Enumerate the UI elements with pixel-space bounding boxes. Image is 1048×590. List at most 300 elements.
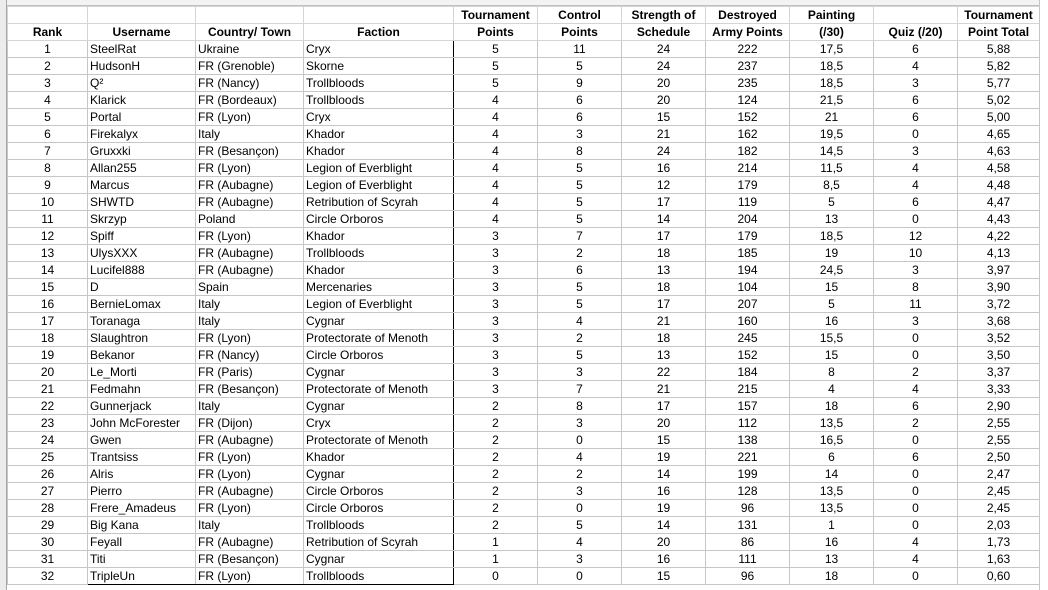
cell-control-points[interactable]: 6 — [538, 109, 622, 126]
cell-strength-of-schedule[interactable]: 14 — [622, 517, 706, 534]
cell-painting[interactable]: 13,5 — [790, 483, 874, 500]
cell-rank[interactable]: 20 — [8, 364, 88, 381]
cell-tournament-point-total[interactable]: 3,52 — [958, 330, 1040, 347]
cell-tournament-points[interactable]: 3 — [454, 296, 538, 313]
cell-quiz[interactable]: 0 — [874, 330, 958, 347]
cell-tournament-points[interactable]: 2 — [454, 466, 538, 483]
cell-painting[interactable]: 11,5 — [790, 160, 874, 177]
cell-destroyed-army-points[interactable]: 162 — [706, 126, 790, 143]
cell-country-town[interactable]: Poland — [196, 211, 304, 228]
cell-country-town[interactable]: Italy — [196, 126, 304, 143]
cell-painting[interactable]: 5 — [790, 194, 874, 211]
cell-faction[interactable]: Circle Orboros — [304, 211, 454, 228]
cell-rank[interactable]: 14 — [8, 262, 88, 279]
cell-control-points[interactable]: 7 — [538, 228, 622, 245]
cell-painting[interactable]: 14,5 — [790, 143, 874, 160]
header-faction[interactable]: Faction — [304, 24, 454, 41]
cell-control-points[interactable]: 5 — [538, 517, 622, 534]
cell-faction[interactable]: Cygnar — [304, 364, 454, 381]
header-country-town[interactable]: Country/ Town — [196, 24, 304, 41]
header-control-points-line1[interactable]: Control — [538, 7, 622, 24]
cell-country-town[interactable]: FR (Dijon) — [196, 415, 304, 432]
cell-tournament-points[interactable]: 4 — [454, 143, 538, 160]
cell-control-points[interactable]: 3 — [538, 483, 622, 500]
cell-quiz[interactable]: 4 — [874, 534, 958, 551]
cell-painting[interactable]: 5 — [790, 296, 874, 313]
cell-tournament-points[interactable]: 3 — [454, 330, 538, 347]
cell-tournament-points[interactable]: 4 — [454, 177, 538, 194]
cell-control-points[interactable]: 5 — [538, 177, 622, 194]
cell-painting[interactable]: 16 — [790, 534, 874, 551]
cell-username[interactable]: Marcus — [88, 177, 196, 194]
cell-painting[interactable]: 21,5 — [790, 92, 874, 109]
cell-destroyed-army-points[interactable]: 86 — [706, 534, 790, 551]
cell-strength-of-schedule[interactable]: 19 — [622, 449, 706, 466]
cell-painting[interactable]: 18,5 — [790, 75, 874, 92]
cell-rank[interactable]: 26 — [8, 466, 88, 483]
cell-rank[interactable]: 13 — [8, 245, 88, 262]
cell-destroyed-army-points[interactable]: 96 — [706, 500, 790, 517]
cell-control-points[interactable]: 2 — [538, 330, 622, 347]
cell-quiz[interactable]: 4 — [874, 160, 958, 177]
cell-tournament-point-total[interactable]: 2,03 — [958, 517, 1040, 534]
cell-rank[interactable]: 24 — [8, 432, 88, 449]
cell-painting[interactable]: 8 — [790, 364, 874, 381]
cell-username[interactable]: John McForester — [88, 415, 196, 432]
cell-faction[interactable]: Cygnar — [304, 398, 454, 415]
cell-rank[interactable]: 19 — [8, 347, 88, 364]
cell-destroyed-army-points[interactable]: 245 — [706, 330, 790, 347]
cell-username[interactable]: Lucifel888 — [88, 262, 196, 279]
cell-faction[interactable]: Legion of Everblight — [304, 177, 454, 194]
cell-username[interactable]: Portal — [88, 109, 196, 126]
cell-control-points[interactable]: 6 — [538, 262, 622, 279]
cell-quiz[interactable]: 0 — [874, 517, 958, 534]
cell-rank[interactable]: 27 — [8, 483, 88, 500]
cell-country-town[interactable]: FR (Lyon) — [196, 330, 304, 347]
cell-rank[interactable]: 16 — [8, 296, 88, 313]
cell-quiz[interactable]: 0 — [874, 126, 958, 143]
cell-country-town[interactable]: FR (Aubagne) — [196, 483, 304, 500]
cell-control-points[interactable]: 6 — [538, 92, 622, 109]
cell-faction[interactable]: Cryx — [304, 41, 454, 58]
cell-painting[interactable]: 17,5 — [790, 41, 874, 58]
cell-faction[interactable]: Trollbloods — [304, 75, 454, 92]
cell-painting[interactable]: 4 — [790, 381, 874, 398]
cell-username[interactable]: Q² — [88, 75, 196, 92]
cell-destroyed-army-points[interactable]: 222 — [706, 41, 790, 58]
cell-destroyed-army-points[interactable]: 104 — [706, 279, 790, 296]
cell-tournament-point-total[interactable]: 5,88 — [958, 41, 1040, 58]
cell-faction[interactable]: Khador — [304, 449, 454, 466]
cell-tournament-point-total[interactable]: 4,13 — [958, 245, 1040, 262]
cell-country-town[interactable]: FR (Nancy) — [196, 347, 304, 364]
cell-quiz[interactable]: 3 — [874, 262, 958, 279]
header-destroyed-army-points-line1[interactable]: Destroyed — [706, 7, 790, 24]
cell-tournament-points[interactable]: 1 — [454, 551, 538, 568]
cell-rank[interactable]: 5 — [8, 109, 88, 126]
cell-painting[interactable]: 18,5 — [790, 228, 874, 245]
cell-country-town[interactable]: FR (Lyon) — [196, 466, 304, 483]
cell-rank[interactable]: 10 — [8, 194, 88, 211]
cell-tournament-point-total[interactable]: 4,65 — [958, 126, 1040, 143]
cell-destroyed-army-points[interactable]: 111 — [706, 551, 790, 568]
cell-rank[interactable]: 31 — [8, 551, 88, 568]
cell-control-points[interactable]: 8 — [538, 143, 622, 160]
cell-control-points[interactable]: 4 — [538, 534, 622, 551]
cell-strength-of-schedule[interactable]: 15 — [622, 109, 706, 126]
header-country-town-line1[interactable] — [196, 7, 304, 24]
cell-tournament-points[interactable]: 3 — [454, 228, 538, 245]
cell-tournament-point-total[interactable]: 2,55 — [958, 432, 1040, 449]
cell-control-points[interactable]: 11 — [538, 41, 622, 58]
cell-strength-of-schedule[interactable]: 20 — [622, 415, 706, 432]
cell-destroyed-army-points[interactable]: 152 — [706, 109, 790, 126]
cell-destroyed-army-points[interactable]: 215 — [706, 381, 790, 398]
cell-strength-of-schedule[interactable]: 16 — [622, 160, 706, 177]
cell-destroyed-army-points[interactable]: 179 — [706, 228, 790, 245]
cell-painting[interactable]: 13 — [790, 211, 874, 228]
cell-control-points[interactable]: 0 — [538, 432, 622, 449]
cell-painting[interactable]: 8,5 — [790, 177, 874, 194]
cell-faction[interactable]: Khador — [304, 262, 454, 279]
cell-username[interactable]: Allan255 — [88, 160, 196, 177]
cell-strength-of-schedule[interactable]: 17 — [622, 398, 706, 415]
cell-quiz[interactable]: 12 — [874, 228, 958, 245]
cell-tournament-point-total[interactable]: 5,77 — [958, 75, 1040, 92]
cell-username[interactable]: SHWTD — [88, 194, 196, 211]
cell-tournament-points[interactable]: 5 — [454, 75, 538, 92]
cell-strength-of-schedule[interactable]: 20 — [622, 534, 706, 551]
cell-username[interactable]: Gruxxki — [88, 143, 196, 160]
cell-tournament-points[interactable]: 3 — [454, 279, 538, 296]
cell-painting[interactable]: 19 — [790, 245, 874, 262]
header-tournament-point-total[interactable]: Point Total — [958, 24, 1040, 41]
cell-strength-of-schedule[interactable]: 20 — [622, 92, 706, 109]
cell-country-town[interactable]: FR (Aubagne) — [196, 177, 304, 194]
cell-quiz[interactable]: 0 — [874, 211, 958, 228]
cell-control-points[interactable]: 2 — [538, 466, 622, 483]
cell-destroyed-army-points[interactable]: 131 — [706, 517, 790, 534]
cell-destroyed-army-points[interactable]: 112 — [706, 415, 790, 432]
cell-painting[interactable]: 13 — [790, 551, 874, 568]
cell-tournament-point-total[interactable]: 4,63 — [958, 143, 1040, 160]
header-strength-of-schedule[interactable]: Schedule — [622, 24, 706, 41]
cell-painting[interactable]: 6 — [790, 449, 874, 466]
cell-tournament-point-total[interactable]: 3,97 — [958, 262, 1040, 279]
cell-painting[interactable]: 16 — [790, 313, 874, 330]
cell-strength-of-schedule[interactable]: 18 — [622, 279, 706, 296]
cell-tournament-points[interactable]: 3 — [454, 262, 538, 279]
cell-quiz[interactable]: 0 — [874, 500, 958, 517]
cell-country-town[interactable]: FR (Aubagne) — [196, 245, 304, 262]
cell-destroyed-army-points[interactable]: 182 — [706, 143, 790, 160]
cell-control-points[interactable]: 4 — [538, 449, 622, 466]
cell-faction[interactable]: Skorne — [304, 58, 454, 75]
cell-tournament-point-total[interactable]: 2,45 — [958, 483, 1040, 500]
cell-tournament-point-total[interactable]: 2,45 — [958, 500, 1040, 517]
cell-rank[interactable]: 32 — [8, 568, 88, 585]
cell-username[interactable]: Feyall — [88, 534, 196, 551]
cell-tournament-points[interactable]: 4 — [454, 160, 538, 177]
cell-painting[interactable]: 18 — [790, 568, 874, 585]
cell-rank[interactable]: 1 — [8, 41, 88, 58]
cell-strength-of-schedule[interactable]: 20 — [622, 75, 706, 92]
cell-rank[interactable]: 15 — [8, 279, 88, 296]
cell-country-town[interactable]: FR (Aubagne) — [196, 534, 304, 551]
header-quiz[interactable]: Quiz (/20) — [874, 24, 958, 41]
cell-painting[interactable]: 18,5 — [790, 58, 874, 75]
header-control-points[interactable]: Points — [538, 24, 622, 41]
cell-painting[interactable]: 18 — [790, 398, 874, 415]
cell-destroyed-army-points[interactable]: 160 — [706, 313, 790, 330]
cell-username[interactable]: D — [88, 279, 196, 296]
cell-rank[interactable]: 8 — [8, 160, 88, 177]
cell-username[interactable]: Pierro — [88, 483, 196, 500]
cell-quiz[interactable]: 3 — [874, 313, 958, 330]
cell-strength-of-schedule[interactable]: 12 — [622, 177, 706, 194]
cell-tournament-points[interactable]: 4 — [454, 109, 538, 126]
header-quiz-line1[interactable] — [874, 7, 958, 24]
cell-painting[interactable]: 19,5 — [790, 126, 874, 143]
cell-strength-of-schedule[interactable]: 17 — [622, 296, 706, 313]
cell-destroyed-army-points[interactable]: 138 — [706, 432, 790, 449]
cell-strength-of-schedule[interactable]: 21 — [622, 126, 706, 143]
cell-destroyed-army-points[interactable]: 194 — [706, 262, 790, 279]
header-tournament-point-total-line1[interactable]: Tournament — [958, 7, 1040, 24]
cell-tournament-points[interactable]: 3 — [454, 245, 538, 262]
header-rank-line1[interactable] — [8, 7, 88, 24]
cell-destroyed-army-points[interactable]: 119 — [706, 194, 790, 211]
cell-tournament-point-total[interactable]: 4,22 — [958, 228, 1040, 245]
cell-control-points[interactable]: 5 — [538, 211, 622, 228]
cell-username[interactable]: Frere_Amadeus — [88, 500, 196, 517]
cell-quiz[interactable]: 4 — [874, 551, 958, 568]
cell-tournament-point-total[interactable]: 4,43 — [958, 211, 1040, 228]
cell-control-points[interactable]: 0 — [538, 500, 622, 517]
cell-rank[interactable]: 17 — [8, 313, 88, 330]
cell-quiz[interactable]: 6 — [874, 41, 958, 58]
cell-tournament-point-total[interactable]: 1,63 — [958, 551, 1040, 568]
cell-control-points[interactable]: 5 — [538, 160, 622, 177]
cell-rank[interactable]: 6 — [8, 126, 88, 143]
cell-username[interactable]: HudsonH — [88, 58, 196, 75]
cell-destroyed-army-points[interactable]: 179 — [706, 177, 790, 194]
cell-rank[interactable]: 22 — [8, 398, 88, 415]
header-tournament-points-line1[interactable]: Tournament — [454, 7, 538, 24]
cell-country-town[interactable]: Ukraine — [196, 41, 304, 58]
cell-quiz[interactable]: 10 — [874, 245, 958, 262]
cell-faction[interactable]: Retribution of Scyrah — [304, 194, 454, 211]
cell-username[interactable]: Slaughtron — [88, 330, 196, 347]
cell-strength-of-schedule[interactable]: 17 — [622, 194, 706, 211]
cell-tournament-points[interactable]: 2 — [454, 483, 538, 500]
cell-tournament-points[interactable]: 2 — [454, 432, 538, 449]
cell-country-town[interactable]: Italy — [196, 398, 304, 415]
cell-username[interactable]: Toranaga — [88, 313, 196, 330]
cell-quiz[interactable]: 2 — [874, 415, 958, 432]
cell-painting[interactable]: 24,5 — [790, 262, 874, 279]
cell-quiz[interactable]: 4 — [874, 177, 958, 194]
cell-quiz[interactable]: 2 — [874, 364, 958, 381]
cell-painting[interactable]: 15 — [790, 279, 874, 296]
cell-control-points[interactable]: 3 — [538, 364, 622, 381]
cell-destroyed-army-points[interactable]: 204 — [706, 211, 790, 228]
cell-country-town[interactable]: FR (Aubagne) — [196, 262, 304, 279]
cell-country-town[interactable]: FR (Lyon) — [196, 500, 304, 517]
header-destroyed-army-points[interactable]: Army Points — [706, 24, 790, 41]
cell-destroyed-army-points[interactable]: 184 — [706, 364, 790, 381]
cell-country-town[interactable]: FR (Besançon) — [196, 381, 304, 398]
cell-destroyed-army-points[interactable]: 214 — [706, 160, 790, 177]
cell-country-town[interactable]: FR (Aubagne) — [196, 194, 304, 211]
cell-strength-of-schedule[interactable]: 15 — [622, 432, 706, 449]
cell-username[interactable]: Firekalyx — [88, 126, 196, 143]
cell-faction[interactable]: Circle Orboros — [304, 347, 454, 364]
cell-username[interactable]: Big Kana — [88, 517, 196, 534]
cell-tournament-points[interactable]: 2 — [454, 449, 538, 466]
cell-country-town[interactable]: FR (Grenoble) — [196, 58, 304, 75]
cell-rank[interactable]: 11 — [8, 211, 88, 228]
cell-tournament-points[interactable]: 3 — [454, 347, 538, 364]
cell-control-points[interactable]: 5 — [538, 194, 622, 211]
cell-country-town[interactable]: Spain — [196, 279, 304, 296]
cell-username[interactable]: TripleUn — [88, 568, 196, 585]
cell-tournament-points[interactable]: 2 — [454, 517, 538, 534]
cell-destroyed-army-points[interactable]: 235 — [706, 75, 790, 92]
cell-quiz[interactable]: 0 — [874, 432, 958, 449]
cell-tournament-point-total[interactable]: 2,90 — [958, 398, 1040, 415]
cell-rank[interactable]: 28 — [8, 500, 88, 517]
cell-tournament-point-total[interactable]: 0,60 — [958, 568, 1040, 585]
cell-faction[interactable]: Retribution of Scyrah — [304, 534, 454, 551]
cell-quiz[interactable]: 6 — [874, 109, 958, 126]
header-strength-of-schedule-line1[interactable]: Strength of — [622, 7, 706, 24]
cell-quiz[interactable]: 0 — [874, 347, 958, 364]
cell-country-town[interactable]: FR (Paris) — [196, 364, 304, 381]
cell-tournament-point-total[interactable]: 2,50 — [958, 449, 1040, 466]
cell-tournament-points[interactable]: 2 — [454, 398, 538, 415]
cell-tournament-points[interactable]: 2 — [454, 415, 538, 432]
cell-faction[interactable]: Protectorate of Menoth — [304, 381, 454, 398]
cell-tournament-point-total[interactable]: 3,90 — [958, 279, 1040, 296]
cell-destroyed-army-points[interactable]: 199 — [706, 466, 790, 483]
cell-strength-of-schedule[interactable]: 22 — [622, 364, 706, 381]
cell-tournament-points[interactable]: 3 — [454, 364, 538, 381]
cell-username[interactable]: Bekanor — [88, 347, 196, 364]
cell-tournament-points[interactable]: 5 — [454, 41, 538, 58]
cell-tournament-point-total[interactable]: 4,48 — [958, 177, 1040, 194]
cell-username[interactable]: SteelRat — [88, 41, 196, 58]
cell-strength-of-schedule[interactable]: 24 — [622, 143, 706, 160]
cell-quiz[interactable]: 4 — [874, 381, 958, 398]
cell-painting[interactable]: 13,5 — [790, 500, 874, 517]
cell-destroyed-army-points[interactable]: 185 — [706, 245, 790, 262]
cell-tournament-point-total[interactable]: 4,58 — [958, 160, 1040, 177]
cell-tournament-point-total[interactable]: 3,72 — [958, 296, 1040, 313]
cell-quiz[interactable]: 6 — [874, 92, 958, 109]
cell-destroyed-army-points[interactable]: 237 — [706, 58, 790, 75]
cell-username[interactable]: Fedmahn — [88, 381, 196, 398]
cell-faction[interactable]: Mercenaries — [304, 279, 454, 296]
cell-destroyed-army-points[interactable]: 157 — [706, 398, 790, 415]
cell-username[interactable]: BernieLomax — [88, 296, 196, 313]
cell-faction[interactable]: Khador — [304, 228, 454, 245]
header-username[interactable]: Username — [88, 24, 196, 41]
cell-country-town[interactable]: Italy — [196, 313, 304, 330]
header-painting-line1[interactable]: Painting — [790, 7, 874, 24]
cell-tournament-point-total[interactable]: 2,55 — [958, 415, 1040, 432]
cell-strength-of-schedule[interactable]: 13 — [622, 262, 706, 279]
cell-country-town[interactable]: Italy — [196, 296, 304, 313]
cell-rank[interactable]: 29 — [8, 517, 88, 534]
cell-tournament-point-total[interactable]: 3,33 — [958, 381, 1040, 398]
header-faction-line1[interactable] — [304, 7, 454, 24]
cell-username[interactable]: Klarick — [88, 92, 196, 109]
cell-username[interactable]: Skrzyp — [88, 211, 196, 228]
cell-strength-of-schedule[interactable]: 24 — [622, 58, 706, 75]
cell-faction[interactable]: Khador — [304, 126, 454, 143]
cell-username[interactable]: Alris — [88, 466, 196, 483]
header-username-line1[interactable] — [88, 7, 196, 24]
cell-country-town[interactable]: FR (Lyon) — [196, 449, 304, 466]
cell-rank[interactable]: 18 — [8, 330, 88, 347]
cell-strength-of-schedule[interactable]: 13 — [622, 347, 706, 364]
cell-painting[interactable]: 15,5 — [790, 330, 874, 347]
cell-strength-of-schedule[interactable]: 16 — [622, 551, 706, 568]
cell-control-points[interactable]: 9 — [538, 75, 622, 92]
cell-faction[interactable]: Protectorate of Menoth — [304, 432, 454, 449]
cell-tournament-points[interactable]: 4 — [454, 92, 538, 109]
cell-strength-of-schedule[interactable]: 14 — [622, 211, 706, 228]
cell-painting[interactable]: 15 — [790, 347, 874, 364]
cell-destroyed-army-points[interactable]: 207 — [706, 296, 790, 313]
cell-quiz[interactable]: 6 — [874, 449, 958, 466]
cell-faction[interactable]: Cryx — [304, 109, 454, 126]
cell-tournament-point-total[interactable]: 5,02 — [958, 92, 1040, 109]
cell-tournament-points[interactable]: 4 — [454, 126, 538, 143]
cell-faction[interactable]: Trollbloods — [304, 568, 454, 585]
cell-quiz[interactable]: 6 — [874, 194, 958, 211]
cell-tournament-points[interactable]: 3 — [454, 313, 538, 330]
cell-destroyed-army-points[interactable]: 221 — [706, 449, 790, 466]
cell-control-points[interactable]: 3 — [538, 415, 622, 432]
cell-strength-of-schedule[interactable]: 21 — [622, 313, 706, 330]
cell-destroyed-army-points[interactable]: 124 — [706, 92, 790, 109]
cell-country-town[interactable]: FR (Aubagne) — [196, 432, 304, 449]
cell-strength-of-schedule[interactable]: 24 — [622, 41, 706, 58]
cell-username[interactable]: Trantsiss — [88, 449, 196, 466]
cell-rank[interactable]: 2 — [8, 58, 88, 75]
cell-tournament-point-total[interactable]: 2,47 — [958, 466, 1040, 483]
cell-country-town[interactable]: FR (Lyon) — [196, 109, 304, 126]
cell-quiz[interactable]: 0 — [874, 483, 958, 500]
header-painting[interactable]: (/30) — [790, 24, 874, 41]
cell-destroyed-army-points[interactable]: 96 — [706, 568, 790, 585]
cell-faction[interactable]: Cryx — [304, 415, 454, 432]
cell-strength-of-schedule[interactable]: 19 — [622, 500, 706, 517]
cell-control-points[interactable]: 5 — [538, 279, 622, 296]
cell-strength-of-schedule[interactable]: 18 — [622, 245, 706, 262]
cell-country-town[interactable]: FR (Besançon) — [196, 143, 304, 160]
cell-quiz[interactable]: 6 — [874, 398, 958, 415]
cell-tournament-points[interactable]: 4 — [454, 194, 538, 211]
cell-painting[interactable]: 1 — [790, 517, 874, 534]
cell-rank[interactable]: 21 — [8, 381, 88, 398]
cell-rank[interactable]: 3 — [8, 75, 88, 92]
cell-rank[interactable]: 30 — [8, 534, 88, 551]
cell-faction[interactable]: Trollbloods — [304, 92, 454, 109]
